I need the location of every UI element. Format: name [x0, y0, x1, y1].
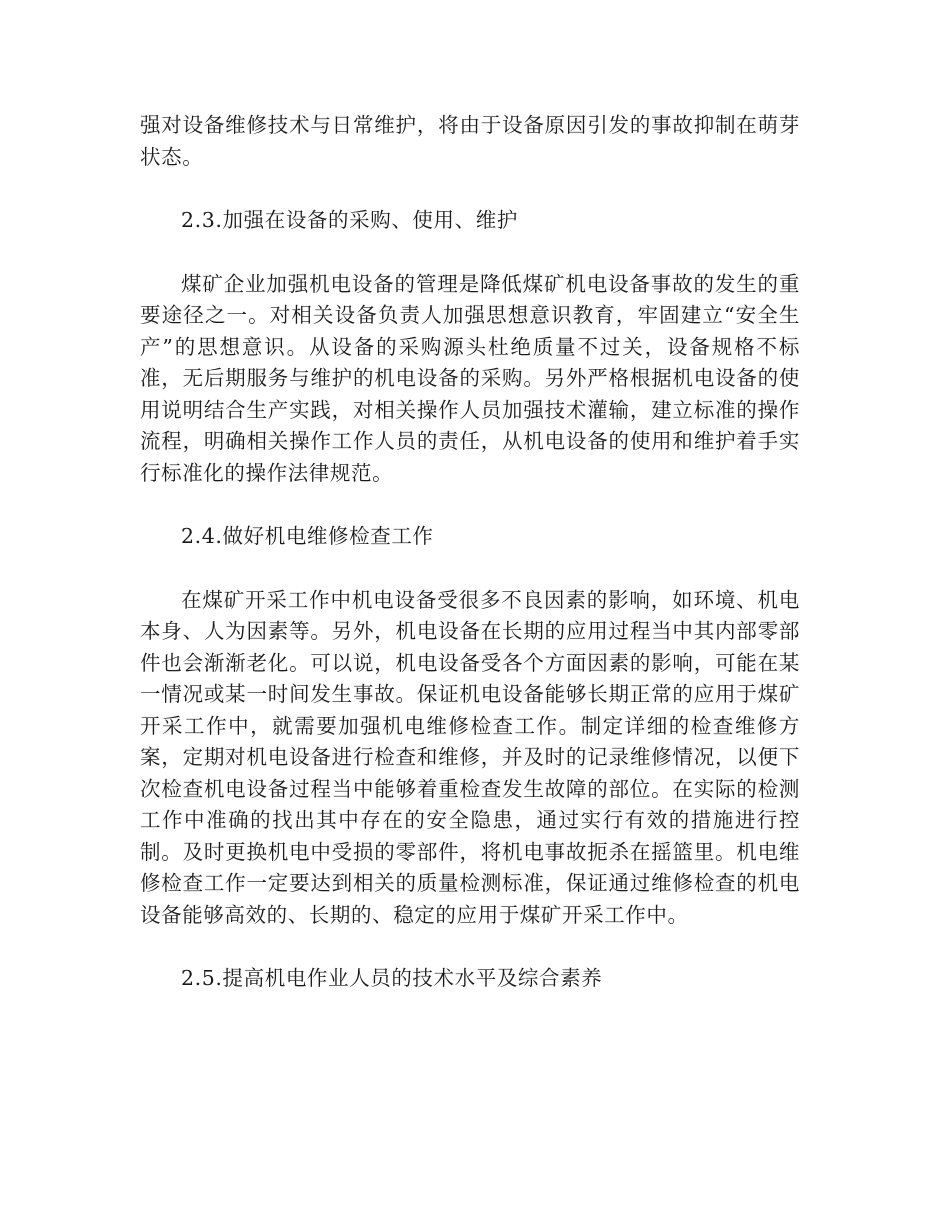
section-heading-2-3: 2.3.加强在设备的采购、使用、维护	[181, 208, 518, 232]
paragraph-continued: 强对设备维修技术与日常维护，将由于设备原因引发的事故抑制在萌芽状态。	[140, 113, 800, 169]
document-body	[140, 110, 800, 1027]
paragraph-equipment-management: 煤矿企业加强机电设备的管理是降低煤矿机电设备事故的发生的重要途径之一。对相关设备负责人加强思想意识教育，牢固建立“安全生产”的思想意识。从设备的采购源头杜绝质量不过关，设备规格不标准，无后期服务与维护的机电设备的采购。另外严格根据机电设备的使用说明结合生产实践，对相关操作人员加强技术灌输，建立标准的操作流程，明确相关操作工作人员的责任，从机电设备的使用和维护着手实行标准化的操作法律规范。	[140, 271, 800, 485]
section-heading-2-4: 2.4.做好机电维修检查工作	[181, 524, 434, 548]
section-heading-2-5: 2.5.提高机电作业人员的技术水平及综合素养	[181, 966, 603, 990]
paragraph-maintenance-inspection: 在煤矿开采工作中机电设备受很多不良因素的影响，如环境、机电本身、人为因素等。另外，机电设备在长期的应用过程当中其内部零部件也会渐渐老化。可以说，机电设备受各个方面因素的影响，可能在某一情况或某一时间发生事故。保证机电设备能够长期正常的应用于煤矿开采工作中，就需要加强机电维修检查工作。制定详细的检查维修方案，定期对机电设备进行检查和维修，并及时的记录维修情况，以便下次检查机电设备过程当中能够着重检查发生故障的部位。在实际的检测工作中准确的找出其中存在的安全隐患，通过实行有效的措施进行控制。及时更换机电中受损的零部件，将机电事故扼杀在摇篮里。机电维修检查工作一定要达到相关的质量检测标准，保证通过维修检查的机电设备能够高效的、长期的、稳定的应用于煤矿开采工作中。	[140, 587, 800, 927]
